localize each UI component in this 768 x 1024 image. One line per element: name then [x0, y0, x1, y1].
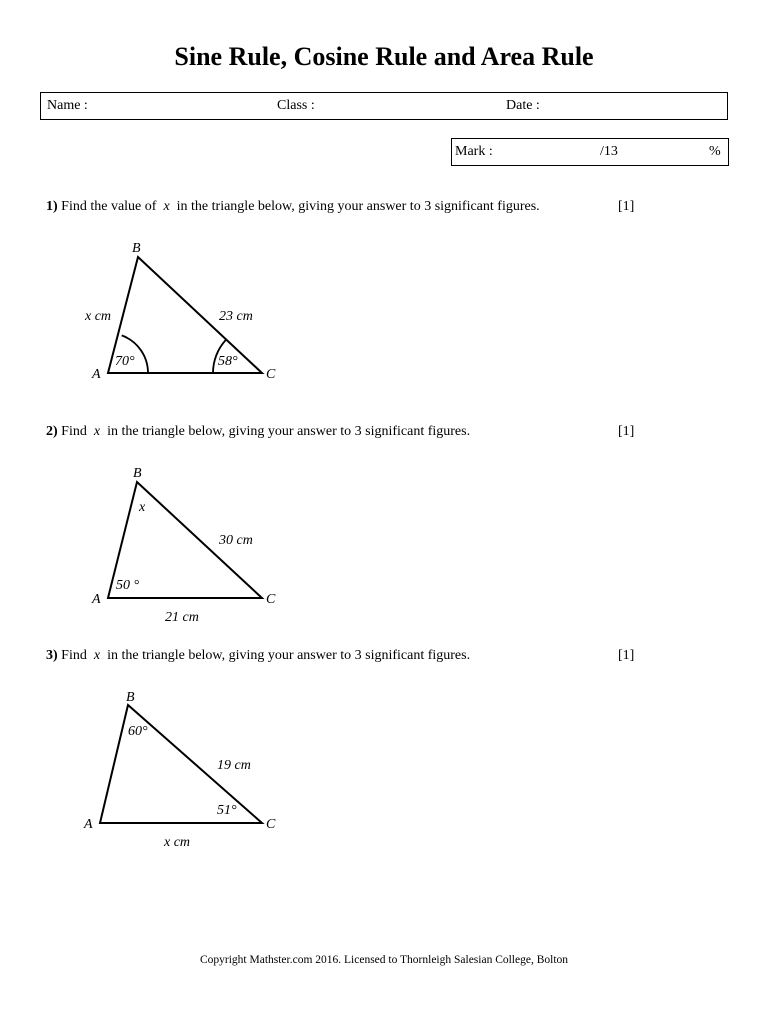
- mark-out-of: /13: [600, 144, 618, 159]
- question-2-marks: [1]: [618, 424, 635, 439]
- vertex-a-label: A: [92, 592, 101, 607]
- angle-c-label: 58°: [218, 354, 238, 369]
- side-ac-label: 21 cm: [165, 610, 199, 625]
- mark-percent: %: [709, 144, 721, 159]
- question-3-number: 3): [46, 648, 58, 663]
- angle-a-label: 50 °: [116, 578, 140, 593]
- question-2-number: 2): [46, 424, 58, 439]
- angle-c-label: 51°: [217, 803, 237, 818]
- question-3-text: 3) Find x in the triangle below, giving your answer to 3 significant figures.: [46, 648, 471, 663]
- vertex-b-label: B: [133, 466, 142, 481]
- side-bc-label: 23 cm: [219, 309, 253, 324]
- vertex-a-label: A: [84, 817, 93, 832]
- side-bc-label: 30 cm: [219, 533, 253, 548]
- copyright-footer: Copyright Mathster.com 2016. Licensed to Thornleigh Salesian College, Bolton: [199, 954, 569, 966]
- class-field-label: Class :: [277, 98, 315, 113]
- name-field-label: Name :: [47, 98, 88, 113]
- question-1-number: 1): [46, 199, 58, 214]
- question-1-marks: [1]: [618, 199, 635, 214]
- question-1-text: 1) Find the value of x in the triangle below, giving your answer to 3 significant figures.: [46, 199, 540, 214]
- vertex-c-label: C: [266, 817, 276, 832]
- student-info-box: [40, 92, 728, 120]
- question-3-diagram: [0, 680, 320, 855]
- side-ab-label: x cm: [85, 309, 112, 324]
- question-2-variable: x: [93, 424, 101, 439]
- vertex-b-label: B: [132, 241, 141, 256]
- question-1-diagram: [0, 230, 320, 390]
- question-2-diagram: [0, 455, 320, 630]
- angle-a-label: 70°: [115, 354, 135, 369]
- worksheet-title: Sine Rule, Cosine Rule and Area Rule: [174, 42, 594, 71]
- angle-b-label: 60°: [128, 724, 148, 739]
- question-3-variable: x: [93, 648, 101, 663]
- mark-box: [451, 138, 729, 166]
- angle-b-label: x: [139, 500, 146, 515]
- vertex-c-label: C: [266, 592, 276, 607]
- side-ac-label: x cm: [164, 835, 191, 850]
- question-2-text: 2) Find x in the triangle below, giving your answer to 3 significant figures.: [46, 424, 471, 439]
- mark-label: Mark :: [455, 144, 493, 159]
- vertex-b-label: B: [126, 690, 135, 705]
- vertex-c-label: C: [266, 367, 276, 382]
- question-1-variable: x: [163, 199, 170, 214]
- question-3-marks: [1]: [618, 648, 635, 663]
- side-bc-label: 19 cm: [217, 758, 251, 773]
- date-field-label: Date :: [506, 98, 540, 113]
- vertex-a-label: A: [92, 367, 101, 382]
